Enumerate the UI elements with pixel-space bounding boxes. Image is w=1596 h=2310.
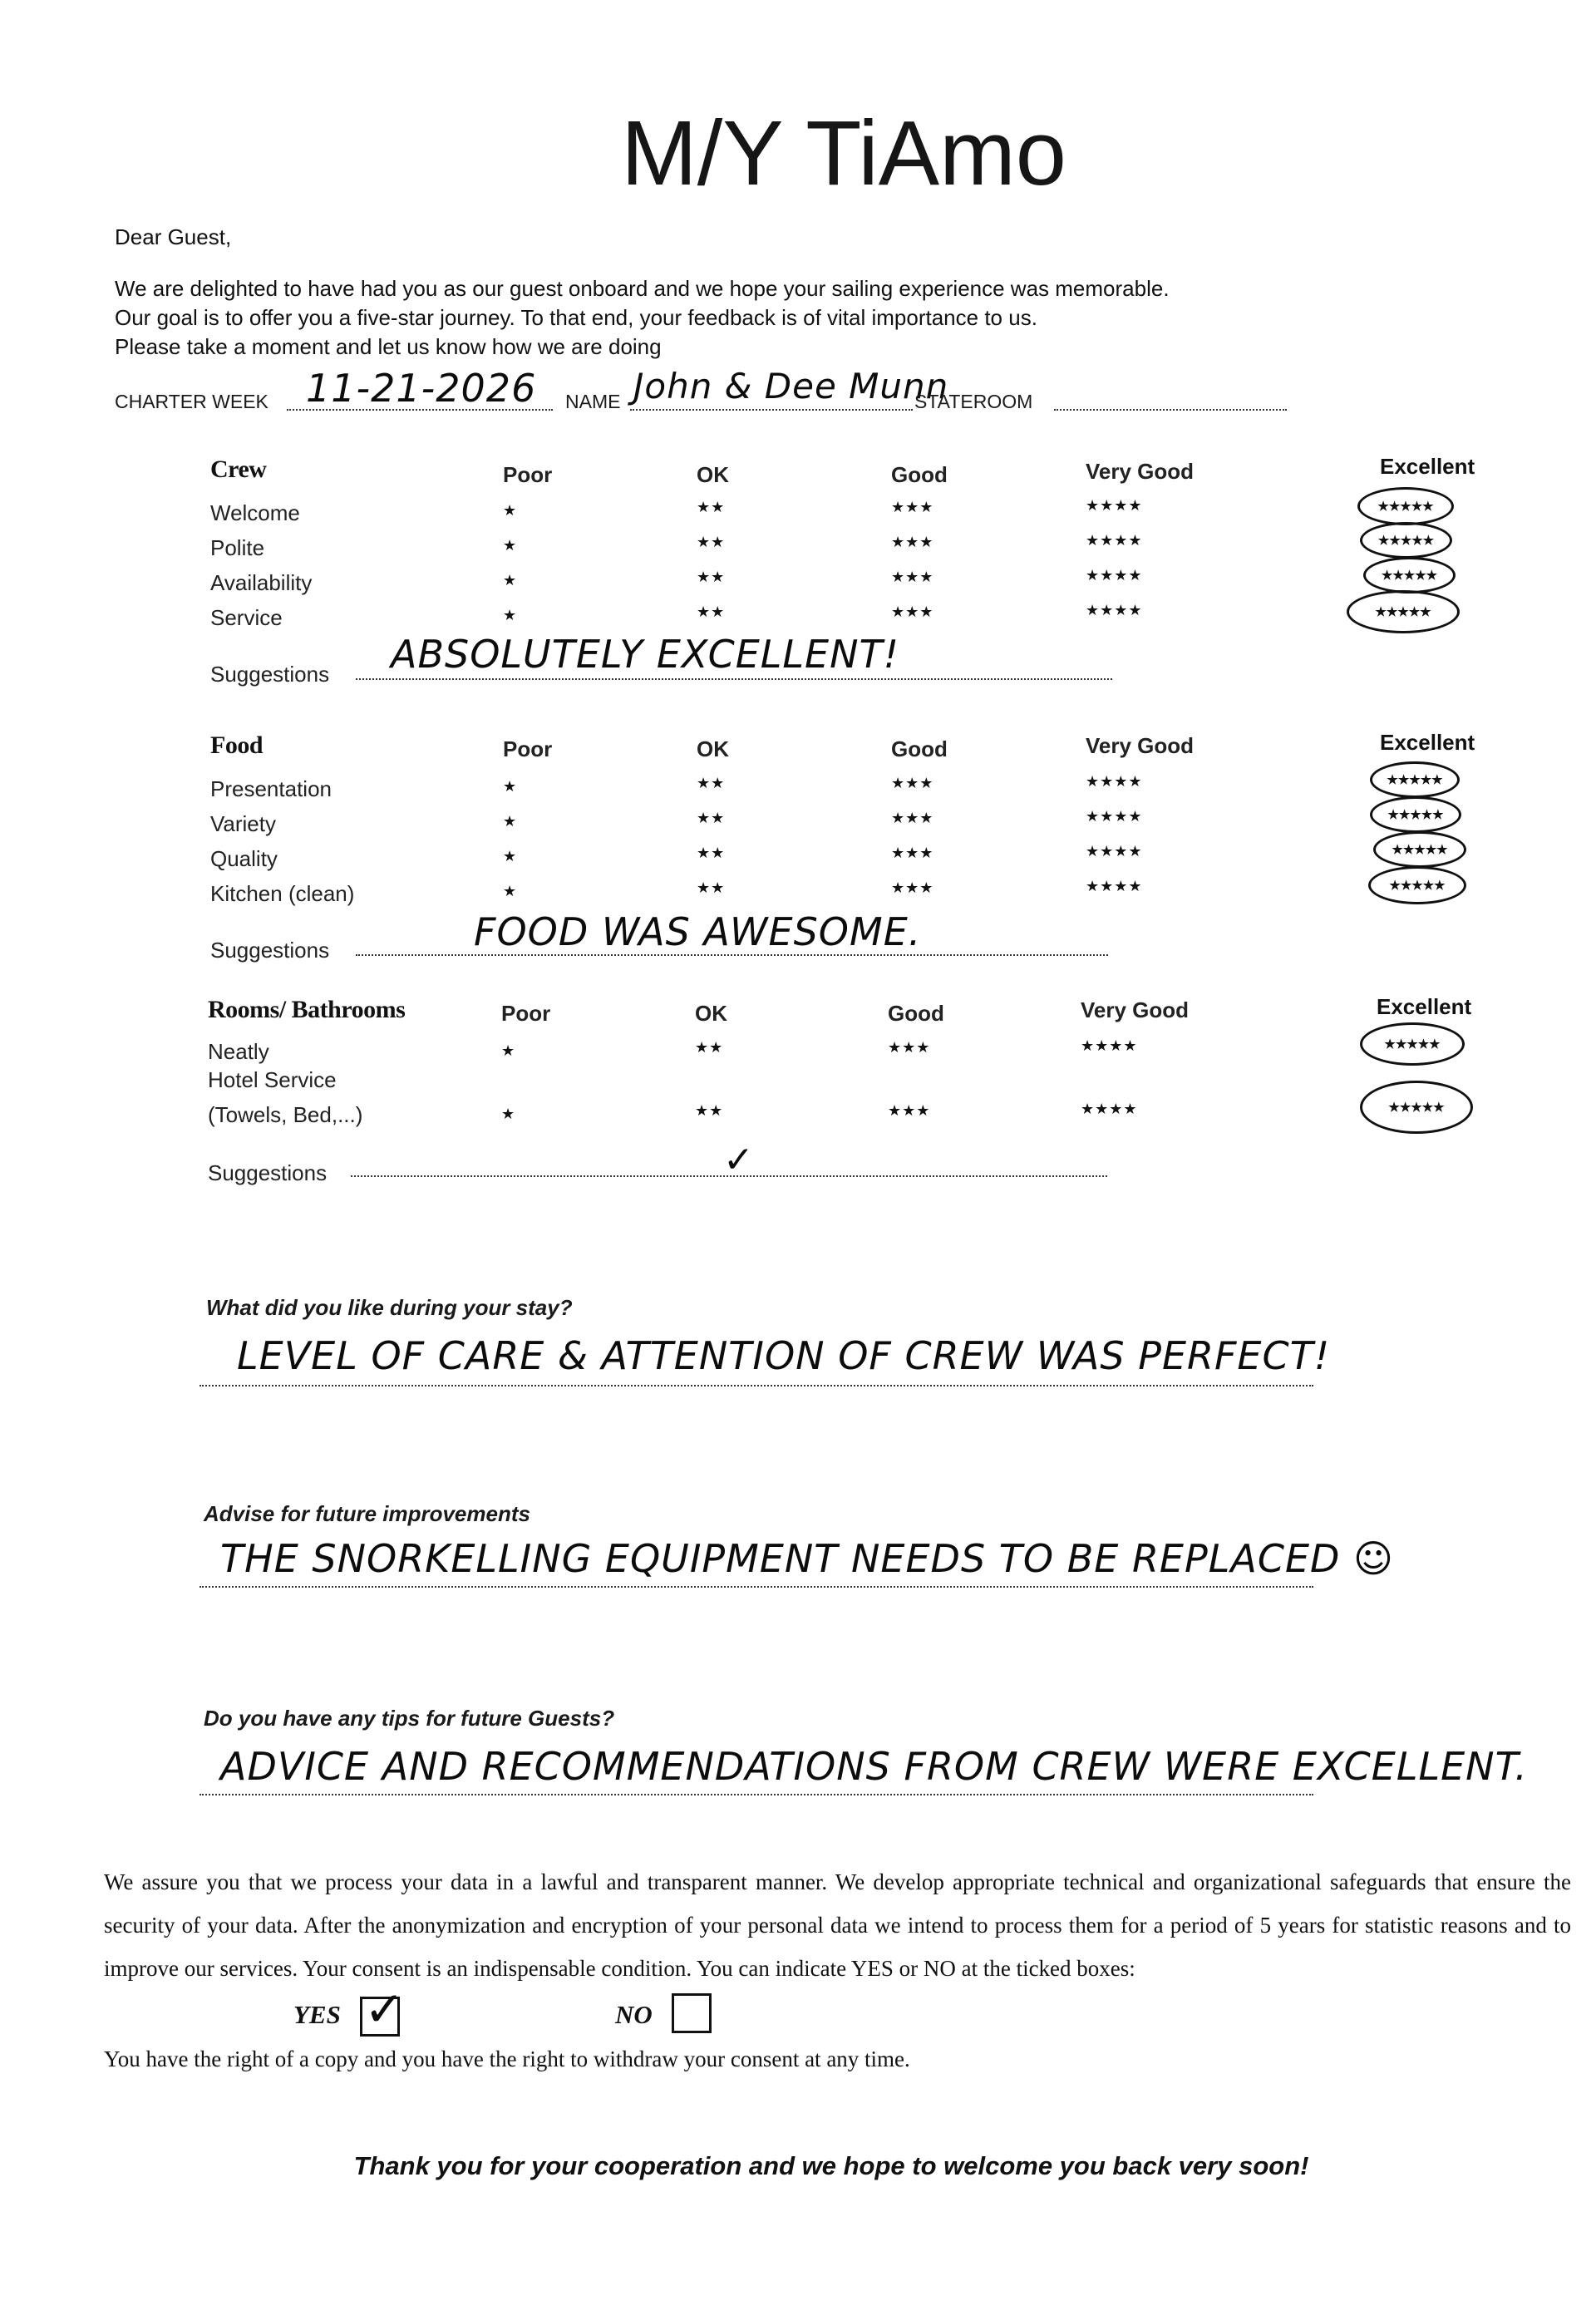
crew-welcome-good[interactable]: ★★★ [891, 499, 934, 515]
crew-polite-good[interactable]: ★★★ [891, 534, 934, 550]
food-variety-very-good[interactable]: ★★★★ [1086, 808, 1143, 825]
food-variety-excellent[interactable]: ★★★★★ [1370, 796, 1461, 833]
food-presentation-poor[interactable]: ★ [503, 778, 518, 795]
crew-row-availability: Availability [210, 570, 313, 595]
no-label: NO [615, 2000, 653, 2029]
charter-week-label: CHARTER WEEK [115, 391, 268, 412]
name-label: NAME [565, 391, 621, 412]
col-poor: Poor [503, 462, 553, 487]
answer-liked-line [200, 1385, 1313, 1386]
question-tips: Do you have any tips for future Guests? [204, 1706, 615, 1731]
food-kitchen-excellent[interactable]: ★★★★★ [1368, 866, 1466, 904]
rooms-suggestions-field[interactable]: ✓ [723, 1139, 755, 1181]
answer-tips-field[interactable]: ADVICE AND RECOMMENDATIONS FROM CREW WERE EXCELLENT. [220, 1744, 1528, 1789]
intro-line: Please take a moment and let us know how we are doing [115, 334, 662, 359]
food-quality-excellent[interactable]: ★★★★★ [1373, 831, 1466, 868]
name-field[interactable]: John & Dee Munn [633, 366, 949, 406]
food-presentation-good[interactable]: ★★★ [891, 775, 934, 791]
food-presentation-excellent[interactable]: ★★★★★ [1370, 761, 1460, 798]
crew-welcome-poor[interactable]: ★ [503, 502, 518, 519]
food-suggestions-line [356, 954, 1108, 956]
crew-availability-excellent[interactable]: ★★★★★ [1363, 557, 1456, 594]
crew-welcome-ok[interactable]: ★★ [697, 499, 726, 515]
food-variety-good[interactable]: ★★★ [891, 810, 934, 826]
crew-polite-excellent[interactable]: ★★★★★ [1360, 522, 1452, 559]
food-suggestions-label: Suggestions [210, 938, 330, 963]
rooms-row-neatly: Neatly [208, 1039, 269, 1064]
col-poor: Poor [503, 736, 553, 761]
crew-availability-very-good[interactable]: ★★★★ [1086, 567, 1143, 584]
form-title: M/Y TiAmo [621, 102, 1066, 204]
crew-service-excellent[interactable]: ★★★★★ [1347, 590, 1460, 633]
question-improvements: Advise for future improvements [204, 1501, 530, 1526]
col-excellent: Excellent [1380, 454, 1475, 479]
rooms-hotel-ok[interactable]: ★★ [695, 1102, 724, 1119]
food-presentation-ok[interactable]: ★★ [697, 775, 726, 791]
food-quality-very-good[interactable]: ★★★★ [1086, 843, 1143, 859]
data-consent-text: We assure you that we process your data in a lawful and transparent manner. We develop appropriate technical and organizational safeguards that ensure the security of your data. After the anonymization and encryption of your personal data we intend to process them for a period of 5 years for statistic reasons and to improve our services. Your consent is an indispensable condition. You can indicate YES or NO at the ticked boxes: [104, 1869, 1571, 1981]
rights-text: You have the right of a copy and you have the right to withdraw your consent at any time. [104, 2046, 910, 2071]
greeting: Dear Guest, [115, 224, 232, 249]
yes-label: YES [293, 2000, 341, 2029]
col-poor: Poor [501, 1001, 551, 1026]
food-kitchen-ok[interactable]: ★★ [697, 879, 726, 896]
crew-polite-ok[interactable]: ★★ [697, 534, 726, 550]
food-row-variety: Variety [210, 811, 276, 836]
stateroom-field[interactable] [1054, 409, 1287, 411]
rooms-row-towels: (Towels, Bed,...) [208, 1102, 363, 1127]
answer-improvements-field[interactable]: THE SNORKELLING EQUIPMENT NEEDS TO BE REPLACED ☺ [220, 1536, 1395, 1581]
crew-section-title: Crew [210, 456, 267, 483]
crew-service-good[interactable]: ★★★ [891, 603, 934, 620]
crew-service-ok[interactable]: ★★ [697, 603, 726, 620]
rooms-neatly-good[interactable]: ★★★ [888, 1039, 931, 1056]
col-very-good: Very Good [1081, 997, 1190, 1022]
crew-suggestions-label: Suggestions [210, 662, 330, 687]
food-row-quality: Quality [210, 846, 278, 871]
col-good: Good [888, 1001, 944, 1026]
crew-welcome-very-good[interactable]: ★★★★ [1086, 497, 1143, 514]
crew-service-very-good[interactable]: ★★★★ [1086, 602, 1143, 618]
crew-row-welcome: Welcome [210, 500, 300, 525]
crew-availability-ok[interactable]: ★★ [697, 569, 726, 585]
rooms-hotel-very-good[interactable]: ★★★★ [1081, 1101, 1138, 1117]
crew-suggestions-line [356, 678, 1112, 680]
crew-row-polite: Polite [210, 535, 265, 560]
food-kitchen-very-good[interactable]: ★★★★ [1086, 878, 1143, 894]
rooms-neatly-poor[interactable]: ★ [501, 1042, 516, 1059]
rooms-neatly-very-good[interactable]: ★★★★ [1081, 1037, 1138, 1054]
answer-tips-line [200, 1794, 1313, 1795]
intro-line: We are delighted to have had you as our guest onboard and we hope your sailing experience was memorable. [115, 276, 1170, 301]
rooms-neatly-ok[interactable]: ★★ [695, 1039, 724, 1056]
food-suggestions-field[interactable]: FOOD WAS AWESOME. [474, 909, 922, 954]
rooms-hotel-poor[interactable]: ★ [501, 1106, 516, 1122]
answer-improvements-line [200, 1586, 1313, 1588]
crew-suggestions-field[interactable]: ABSOLUTELY EXCELLENT! [391, 632, 900, 677]
intro-line: Our goal is to offer you a five-star journey. To that end, your feedback is of vital importance to us. [115, 305, 1037, 330]
food-kitchen-good[interactable]: ★★★ [891, 879, 934, 896]
food-row-presentation: Presentation [210, 776, 332, 801]
answer-liked-field[interactable]: LEVEL OF CARE & ATTENTION OF CREW WAS PERFECT! [237, 1333, 1331, 1378]
food-quality-ok[interactable]: ★★ [697, 845, 726, 861]
rooms-hotel-good[interactable]: ★★★ [888, 1102, 931, 1119]
name-line [630, 409, 913, 411]
col-ok: OK [695, 1001, 727, 1026]
food-quality-good[interactable]: ★★★ [891, 845, 934, 861]
intro-text [115, 274, 1170, 362]
crew-availability-poor[interactable]: ★ [503, 572, 518, 589]
rooms-neatly-excellent[interactable]: ★★★★★ [1360, 1022, 1465, 1066]
col-very-good: Very Good [1086, 459, 1195, 484]
col-excellent: Excellent [1377, 994, 1472, 1019]
food-kitchen-poor[interactable]: ★ [503, 883, 518, 899]
col-very-good: Very Good [1086, 733, 1195, 758]
rooms-suggestions-label: Suggestions [208, 1160, 328, 1185]
question-liked: What did you like during your stay? [206, 1295, 573, 1320]
thank-you-text: Thank you for your cooperation and we hope to welcome you back very soon! [353, 2151, 1309, 2180]
col-good: Good [891, 736, 948, 761]
col-ok: OK [697, 462, 729, 487]
col-ok: OK [697, 736, 729, 761]
food-variety-ok[interactable]: ★★ [697, 810, 726, 826]
col-excellent: Excellent [1380, 730, 1475, 755]
food-section-title: Food [210, 731, 264, 759]
crew-welcome-excellent[interactable]: ★★★★★ [1357, 487, 1454, 525]
crew-polite-very-good[interactable]: ★★★★ [1086, 532, 1143, 549]
yes-checkbox[interactable] [360, 1981, 406, 2037]
crew-polite-poor[interactable]: ★ [503, 537, 518, 554]
crew-service-poor[interactable]: ★ [503, 607, 518, 623]
food-quality-poor[interactable]: ★ [503, 848, 518, 864]
yes-checkmark: ✓ [364, 1981, 406, 2037]
rooms-row-hotel-service: Hotel Service [208, 1067, 337, 1092]
food-variety-poor[interactable]: ★ [503, 813, 518, 830]
rooms-section-title: Rooms/ Bathrooms [208, 996, 406, 1023]
col-good: Good [891, 462, 948, 487]
food-presentation-very-good[interactable]: ★★★★ [1086, 773, 1143, 790]
rooms-hotel-excellent[interactable]: ★★★★★ [1360, 1081, 1473, 1134]
food-row-kitchen: Kitchen (clean) [210, 881, 355, 906]
charter-week-field[interactable]: 11-21-2026 [306, 366, 537, 411]
stateroom-label: STATEROOM [914, 391, 1033, 412]
crew-availability-good[interactable]: ★★★ [891, 569, 934, 585]
no-checkbox[interactable] [672, 1993, 712, 2033]
crew-row-service: Service [210, 605, 283, 630]
